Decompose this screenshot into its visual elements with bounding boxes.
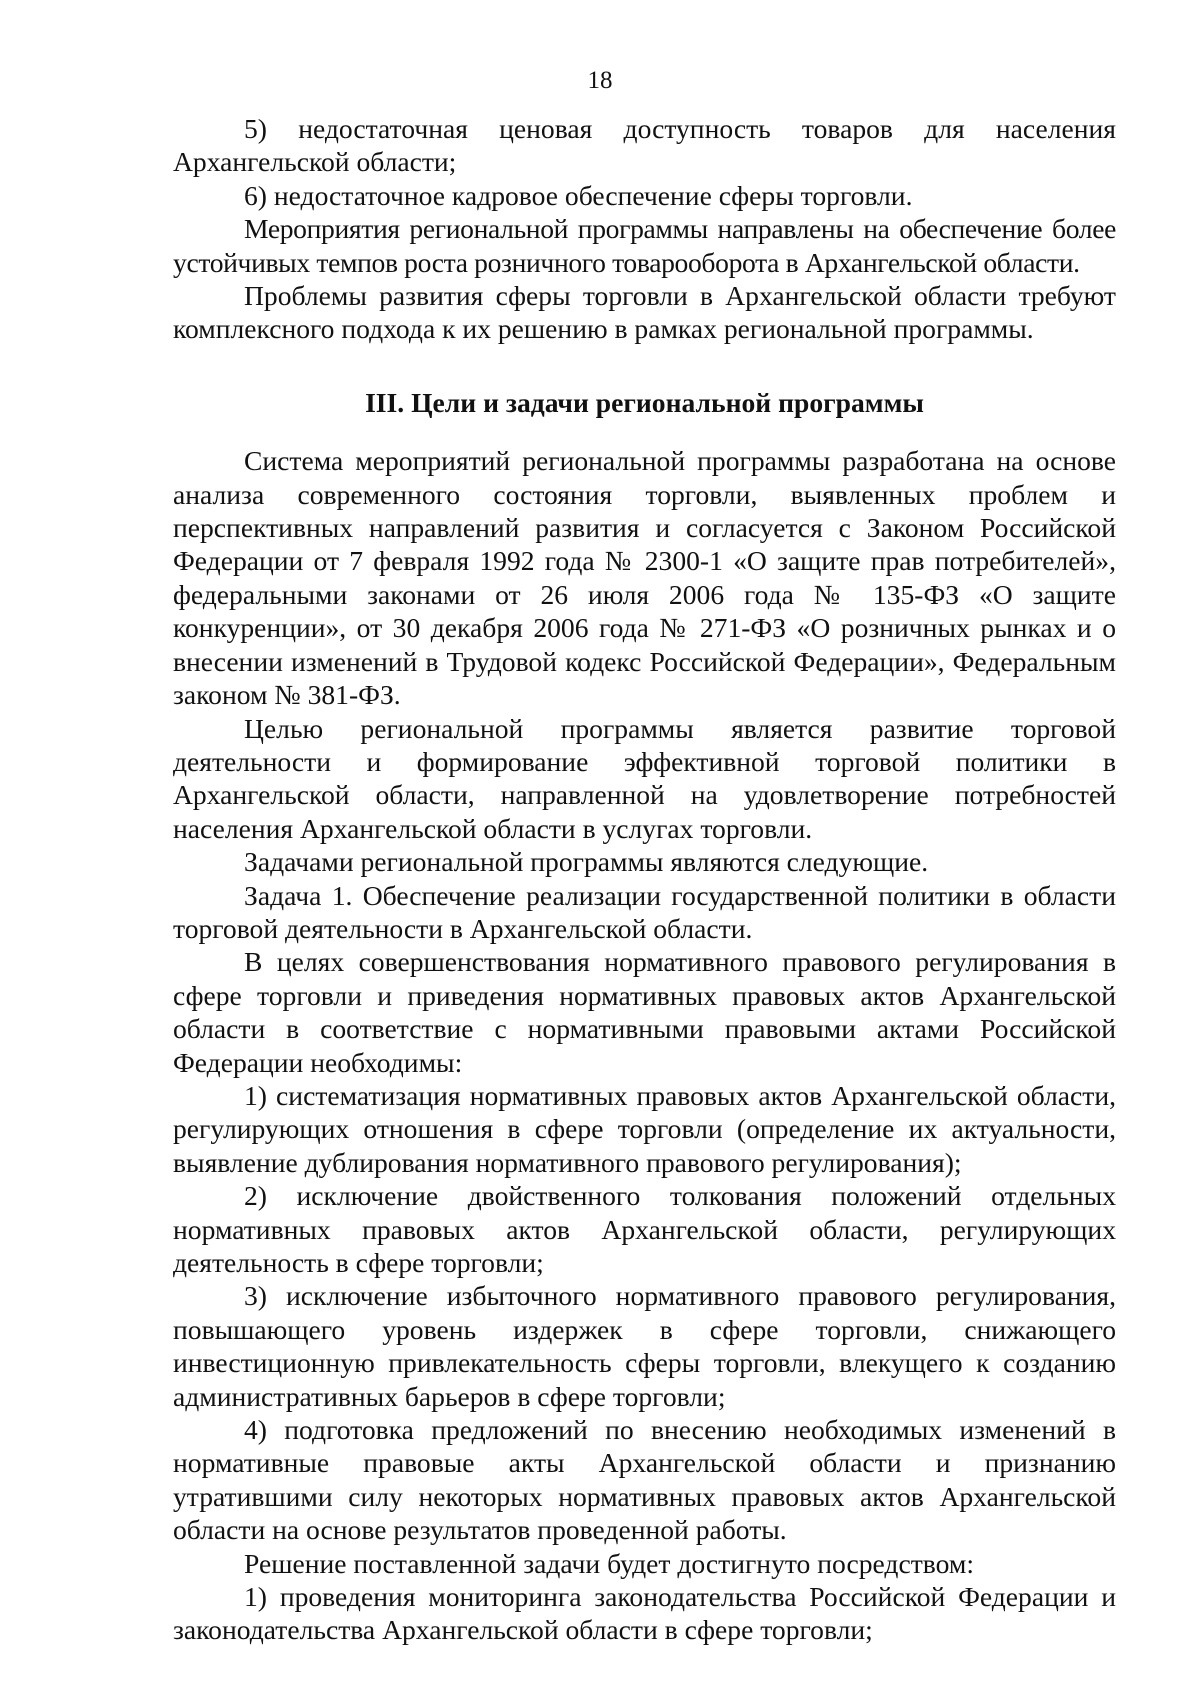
list-item-3: 3) исключение избыточного нормативного правового регулирования, повышающего уровень издержек в сфере торговли, снижающего инвестиционную привлекательность сферы торговли, влекущего к созданию административных барьеров в сфере торговли; (173, 1280, 1116, 1412)
page-number: 18 (587, 67, 613, 94)
list-item-4: 4) подготовка предложений по внесению необходимых изменений в нормативные правовые акты Архангельской области и признанию утратившими силу некоторых нормативных правовых актов Архангельской области на основе результатов проведенной работы. (173, 1414, 1116, 1546)
paragraph-system: Система мероприятий региональной программы разработана на основе анализа современного состояния торговли, выявленных проблем и перспективных направлений развития и согласуется с Законом Российской Федерации от 7 февраля 1992 года № 2300-1 «О защите прав потребителей», федеральными законами от 26 июля 2006 года № 135-ФЗ «О защите конкуренции», от 30 декабря 2006 года № 271-ФЗ «О розничных рынках и о внесении изменений в Трудовой кодекс Российской Федерации», Федеральным законом № 381-ФЗ. (173, 445, 1116, 711)
paragraph-goal: Целью региональной программы является развитие торговой деятельности и формирование эффективной торговой политики в Архангельской области, направленной на удовлетворение потребностей населения Архангельской области в услугах торговли. (173, 712, 1116, 844)
section-heading: III. Цели и задачи региональной программы (365, 386, 924, 418)
list-item-2: 2) исключение двойственного толкования положений отдельных нормативных правовых актов Архангельской области, регулирующих деятельность в сфере торговли; (173, 1180, 1116, 1278)
paragraph-tasks-intro: Задачами региональной программы являются следующие. (244, 846, 929, 878)
document-body (173, 112, 1116, 1647)
paragraph-item-5: 5) недостаточная ценовая доступность товаров для населения Архангельской области; (173, 113, 1116, 178)
paragraph-item-6: 6) недостаточное кадровое обеспечение сферы торговли. (244, 179, 913, 211)
list-item-1: 1) систематизация нормативных правовых актов Архангельской области, регулирующих отношения в сфере торговли (определение их актуальности, выявление дублирования нормативного правового регулирования); (173, 1079, 1116, 1178)
paragraph-solution: Решение поставленной задачи будет достигнуто посредством: (244, 1547, 975, 1579)
paragraph-measures: Мероприятия региональной программы направлены на обеспечение более устойчивых темпов роста розничного товарооборота в Архангельской области. (173, 213, 1116, 278)
paragraph-regulation-aims: В целях совершенствования нормативного правового регулирования в сфере торговли и приведения нормативных правовых актов Архангельской области в соответствие с нормативными правовыми актами Российской Федерации необходимы: (173, 946, 1116, 1078)
paragraph-task-1: Задача 1. Обеспечение реализации государственной политики в области торговой деятельности в Архангельской области. (173, 879, 1116, 944)
list-item-monitoring: 1) проведения мониторинга законодательства Российской Федерации и законодательства Архангельской области в сфере торговли; (173, 1581, 1116, 1646)
paragraph-problems: Проблемы развития сферы торговли в Архангельской области требуют комплексного подхода к их решению в рамках региональной программы. (173, 280, 1116, 345)
